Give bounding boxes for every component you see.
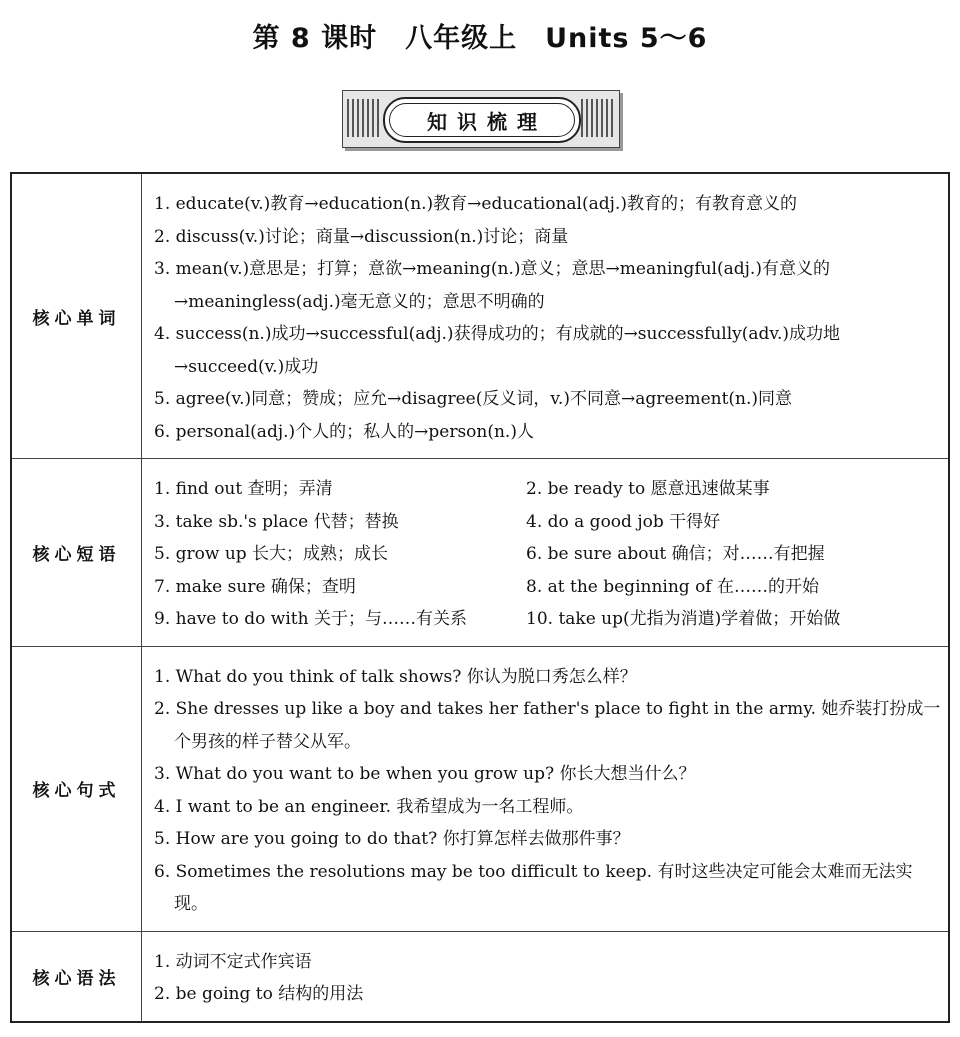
list-item: 4. success(n.)成功→successful(adj.)获得成功的；有成就的→successfully(adv.)成功地→succeed(v.)成功 (154, 324, 841, 377)
list-item: 1. educate(v.)教育→education(n.)教育→educational(adj.)教育的；有教育意义的 (154, 194, 797, 214)
section-label-sentences: 核心句式 (11, 646, 142, 931)
list-item: 4. do a good job 干得好 (526, 511, 721, 532)
list-item: 10. take up(尤指为消遣)学着做；开始做 (526, 609, 841, 629)
badge-decoration-left (347, 99, 381, 137)
list-item: 2. be ready to 愿意迅速做某事 (526, 479, 770, 499)
list-item: 5. agree(v.)同意；赞成；应允→disagree(反义词，v.)不同意→agreement(n.)同意 (154, 389, 793, 409)
page-title: 第 8 课时 八年级上 Units 5～6 (252, 23, 708, 54)
section-content-words (142, 173, 950, 459)
list-item: 7. make sure 确保；查明 (154, 576, 356, 597)
list-item: 2. discuss(v.)讨论；商量→discussion(n.)讨论；商量 (154, 226, 569, 247)
badge-label: 知识梳理 (389, 103, 575, 137)
list-item: 6. personal(adj.)个人的；私人的→person(n.)人 (154, 421, 534, 442)
section-label-phrases: 核心短语 (11, 459, 142, 647)
section-row-grammar (11, 931, 949, 1022)
list-item: 5. How are you going to do that? 你打算怎样去做那件事？ (154, 829, 630, 849)
section-badge (342, 90, 620, 148)
list-item: 1. 动词不定式作宾语 (154, 951, 312, 972)
list-item: 2. be going to 结构的用法 (154, 984, 364, 1004)
badge-decoration-right (581, 99, 615, 137)
section-row-words (11, 173, 949, 459)
list-item: 6. be sure about 确信；对……有把握 (526, 544, 825, 564)
summary-table (10, 172, 950, 1023)
list-item: 9. have to do with 关于；与……有关系 (154, 609, 467, 629)
list-item: 8. at the beginning of 在……的开始 (526, 576, 820, 597)
list-item: 3. take sb.'s place 代替；替换 (154, 511, 399, 532)
list-item: 4. I want to be an engineer. 我希望成为一名工程师。 (154, 796, 584, 817)
list-item: 3. What do you want to be when you grow up? 你长大想当什么？ (154, 764, 696, 784)
phrase-grid (154, 473, 944, 636)
section-label-words: 核心单词 (11, 173, 142, 459)
section-content-phrases (142, 459, 950, 647)
badge-frame (383, 97, 581, 143)
list-item: 5. grow up 长大；成熟；成长 (154, 544, 389, 564)
list-item: 2. She dresses up like a boy and takes her father's place to fight in the army. 她乔装打扮成一个男孩的样子替父从军。 (154, 699, 941, 752)
section-label-grammar: 核心语法 (11, 931, 142, 1022)
section-content-sentences (142, 646, 950, 931)
list-item: 1. find out 查明；弄清 (154, 479, 333, 499)
list-item: 3. mean(v.)意思是；打算；意欲→meaning(n.)意义；意思→meaningful(adj.)有意义的→meaningless(adj.)毫无意义的；意思不明确的 (154, 259, 830, 312)
section-row-phrases (11, 459, 949, 647)
list-item: 1. What do you think of talk shows? 你认为脱口秀怎么样？ (154, 666, 637, 687)
list-item: 6. Sometimes the resolutions may be too difficult to keep. 有时这些决定可能会太难而无法实现。 (154, 861, 913, 914)
section-content-grammar (142, 931, 950, 1022)
section-row-sentences (11, 646, 949, 931)
